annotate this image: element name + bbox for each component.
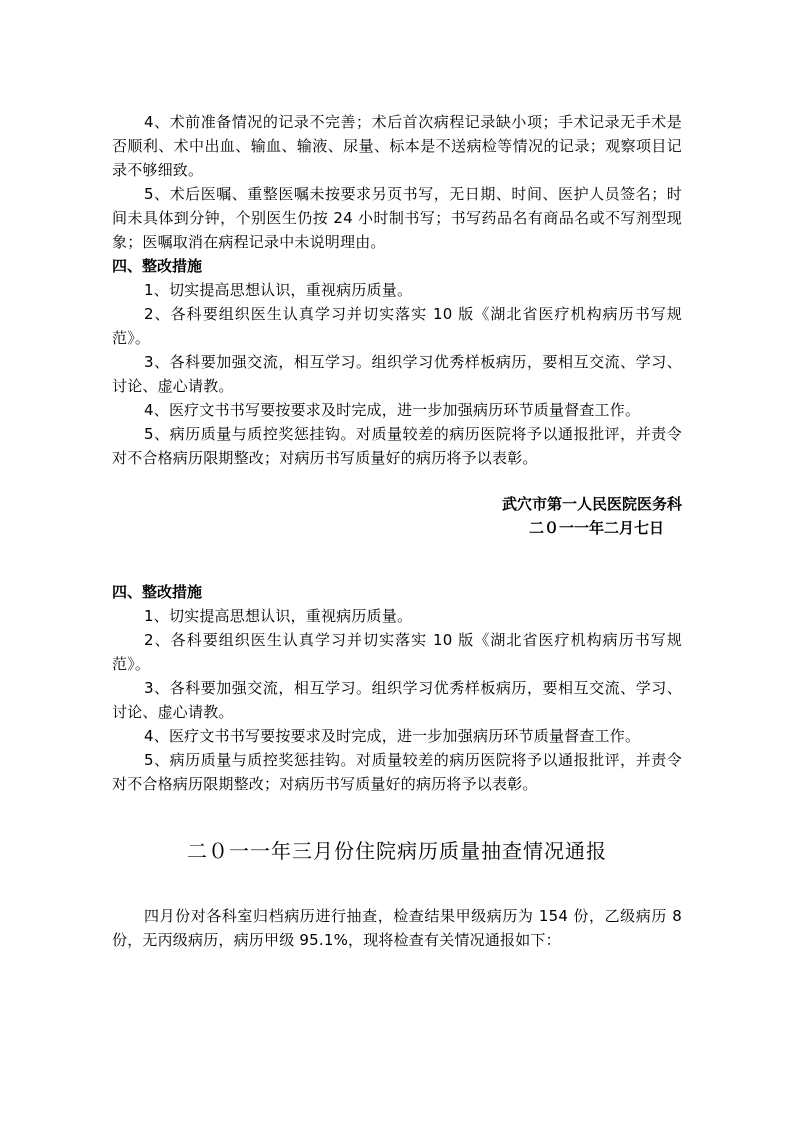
measures-heading: 四、整改措施 xyxy=(112,257,203,275)
measures-heading-repeat: 四、整改措施 xyxy=(112,583,203,601)
report-intro: 四月份对各科室归档病历进行抽查，检查结果甲级病历为 154 份，乙级病历 8 份，无丙级病历，病历甲级 95.1%，现将检查有关情况通报如下： xyxy=(112,907,682,949)
spacer xyxy=(112,796,682,836)
deficiency-item-5: 5、术后医嘱、重整医嘱未按要求另页书写，无日期、时间、医护人员签名；时间未具体到分钟，个别医生仍按 24 小时制书写；书写药品名有商品名或不写剂型现象；医嘱取消在病程记录中未说明理由。 xyxy=(112,185,682,251)
measure-repeat-item-2: 2、各科要组织医生认真学习并切实落实 10 版《湖北省医疗机构病历书写规范》。 xyxy=(112,631,682,673)
signature-org: 武穴市第一人民医院医务科 xyxy=(501,495,682,513)
deficiency-item-4: 4、术前准备情况的记录不完善；术后首次病程记录缺小项；手术记录无手术是否顺利、术中出血、输血、输液、尿量、标本是不送病检等情况的记录；观察项目记录不够细致。 xyxy=(112,113,682,179)
spacer xyxy=(112,540,682,580)
measure-item-1: 1、切实提高思想认识，重视病历质量。 xyxy=(144,281,413,299)
measure-repeat-item-3: 3、各科要加强交流，相互学习。组织学习优秀样板病历，要相互交流、学习、讨论、虚心请教。 xyxy=(112,679,682,721)
signature-date: 二０一一年二月七日 xyxy=(528,519,664,537)
measure-repeat-item-4: 4、医疗文书书写要按要求及时完成，进一步加强病历环节质量督查工作。 xyxy=(144,727,641,745)
document-page xyxy=(112,110,682,952)
measure-item-5: 5、病历质量与质控奖惩挂钩。对质量较差的病历医院将予以通报批评，并责令对不合格病历限期整改；对病历书写质量好的病历将予以表彰。 xyxy=(112,425,682,467)
spacer xyxy=(112,866,682,904)
measure-item-2: 2、各科要组织医生认真学习并切实落实 10 版《湖北省医疗机构病历书写规范》。 xyxy=(112,305,682,347)
measure-repeat-item-5: 5、病历质量与质控奖惩挂钩。对质量较差的病历医院将予以通报批评，并责令对不合格病历限期整改；对病历书写质量好的病历将予以表彰。 xyxy=(112,751,682,793)
report-title: 二０一一年三月份住院病历质量抽查情况通报 xyxy=(187,839,607,863)
measure-repeat-item-1: 1、切实提高思想认识，重视病历质量。 xyxy=(144,607,413,625)
measure-item-3: 3、各科要加强交流，相互学习。组织学习优秀样板病历，要相互交流、学习、讨论、虚心请教。 xyxy=(112,353,682,395)
measure-item-4: 4、医疗文书书写要按要求及时完成，进一步加强病历环节质量督查工作。 xyxy=(144,401,641,419)
